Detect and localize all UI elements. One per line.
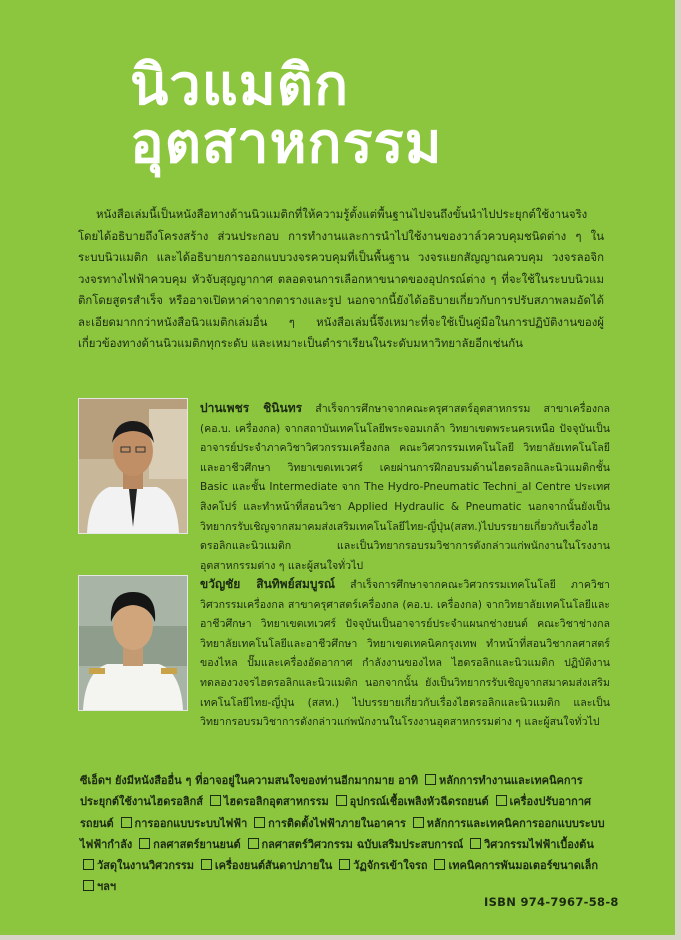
- author-1-bio: [200, 399, 610, 576]
- author-2-bio-text: สำเร็จการศึกษาจากคณะวิศวกรรมเทคโนโลยี ภาควิชาวิศวกรรมเครื่องกล สาขาครุศาสตร์เครื่องกล (คอ.บ. เครื่องกล) จากวิทยาลัยเทคโนโลยีและอาชีวศึกษา วิทยาเขตเทเวศร์ ปัจจุบันเป็นอาจารย์ประจำแผนกช่างยนต์ คณะวิชาช่างกล วิทยาลัยเทคโนโลยีและอาชีวศึกษา วิทยาเขตเทคนิคกรุงเทพ ทำหน้าที่สอนวิชากลศาสตร์ของไหล ปั๊มและเครื่องอัดอากาศ กำลังงานของไหล ไฮดรอลิกและนิวแมติก ปฏิบัติงานทดลองวงจรไฮดรอลิกและนิวแมติก นอกจากนั้น ยังเป็นวิทยากรรับเชิญจากสมาคมส่งเสริมเทคโนโลยีไทย-ญี่ปุ่น (สสท.) ไปบรรยายเกี่ยวกับเรื่องไฮดรอลิกและนิวแมติก และเป็นวิทยากรอบรมวิชาการดังกล่าวแก่พนักงานในโรงงานอุตสาหกรรมต่าง ๆ และผู้สนใจทั่วไป: [200, 579, 610, 729]
- intro-paragraph: หนังสือเล่มนี้เป็นหนังสือทางด้านนิวแมติกที่ให้ความรู้ตั้งแต่พื้นฐานไปจนถึงขั้นนำไปประยุกต์ใช้งานจริง โดยได้อธิบายถึงโครงสร้าง ส่วนประกอบ การทำงานและการนำไปใช้งานของวาล์วควบคุมชนิดต่าง ๆ ในระบบนิวแมติก และได้อธิบายการออกแบบวงจรควบคุมที่เป็นพื้นฐาน วงจรแยกสัญญาณควบคุม วงจรลอจิก วงจรทางไฟฟ้าควบคุม หัวจับสุญญากาศ ตลอดจนการเลือกหาขนาดของอุปกรณ์ต่าง ๆ ที่จะใช้ในระบบนิวแมติกโดยสูตรสำเร็จ หรืออาจเปิดหาค่าจากตารางและรูป นอกจากนี้ยังได้อธิบายเกี่ยวกับการปรับสภาพลมอัดได้ละเอียดมากกว่าหนังสือนิวแมติกเล่มอื่น ๆ หนังสือเล่มนี้จึงเหมาะที่จะใช้เป็นคู่มือในการปฏิบัติงานของผู้เกี่ยวข้องทางด้านนิวแมติกทุกระดับ และเหมาะเป็นตำราเรียนในระดับมหาวิทยาลัยอีกเช่นกัน: [78, 207, 604, 350]
- checkbox-icon: [139, 838, 150, 849]
- related-book-item: หลักการและเทคนิคการออกแบบระบบไฟฟ้ากำลัง: [80, 816, 605, 851]
- author-2-bio: [200, 575, 610, 733]
- checkbox-icon: [210, 795, 221, 806]
- checkbox-icon: [248, 838, 259, 849]
- checkbox-icon: [201, 859, 212, 870]
- author-2-name: ขวัญชัย สินทิพย์สมบูรณ์: [200, 577, 336, 591]
- related-book-item: วิศวกรรมไฟฟ้าเบื้องต้น: [484, 837, 594, 851]
- related-books-lead: ซีเอ็ดฯ ยังมีหนังสืออื่น ๆ ที่อาจอยู่ในความสนใจของท่านอีกมากมาย อาทิ: [80, 774, 419, 787]
- related-book-item: กลศาสตร์วิศวกรรม ฉบับเสริมประสบการณ์: [261, 837, 464, 851]
- related-book-item: เครื่องยนต์สันดาปภายใน: [214, 859, 333, 873]
- checkbox-icon: [336, 795, 347, 806]
- related-book-item: ฯลฯ: [97, 880, 117, 894]
- checkbox-icon: [83, 859, 94, 870]
- title-line-1: นิวแมติก: [130, 53, 350, 118]
- related-book-item: หลักการทำงานและเทคนิคการประยุกต์ใช้งานไฮดรอลิกส์: [80, 774, 583, 809]
- checkbox-icon: [121, 817, 132, 828]
- title-line-2: อุตสาหกรรม: [130, 111, 443, 176]
- related-book-item: วัฏจักรเข้าใจรถ: [353, 859, 428, 873]
- related-books: [80, 770, 608, 898]
- author-1-photo: [78, 398, 188, 534]
- checkbox-icon: [425, 774, 436, 785]
- isbn: ISBN 974-7967-58-8: [484, 895, 619, 909]
- related-book-item: วัสดุในงานวิศวกรรม: [97, 859, 195, 873]
- checkbox-icon: [254, 817, 265, 828]
- checkbox-icon: [83, 880, 94, 891]
- checkbox-icon: [413, 817, 424, 828]
- checkbox-icon: [434, 859, 445, 870]
- checkbox-icon: [496, 795, 507, 806]
- checkbox-icon: [339, 859, 350, 870]
- checkbox-icon: [470, 838, 481, 849]
- related-book-item: การออกแบบระบบไฟฟ้า: [134, 816, 248, 830]
- related-book-item: เทคนิคการพันมอเตอร์ขนาดเล็ก: [448, 859, 598, 873]
- author-1-name: ปานเพชร ชินินทร: [200, 401, 303, 415]
- related-book-item: ไฮดรอลิกอุตสาหกรรม: [223, 795, 329, 809]
- related-book-item: อุปกรณ์เชื้อเพลิงหัวฉีดรถยนต์: [349, 795, 489, 809]
- related-book-item: กลศาสตร์ยานยนต์: [153, 837, 241, 851]
- related-book-item: เครื่องปรับอากาศรถยนต์: [80, 795, 591, 830]
- author-1-bio-text: สำเร็จการศึกษาจากคณะครุศาสตร์อุตสาหกรรม สาขาเครื่องกล (คอ.บ. เครื่องกล) จากสถาบันเทคโนโลยีพระจอมเกล้า วิทยาเขตพระนครเหนือ ปัจจุบันเป็นอาจารย์ประจำภาควิชาวิศวกรรมเครื่องกล คณะวิศวกรรมเทคโนโลยี วิทยาลัยเทคโนโลยีและอาชีวศึกษา วิทยาเขตเทเวศร์ เคยผ่านการฝึกอบรมด้านไฮดรอลิกและนิวแมติกชั้น Basic และชั้น Intermediate จาก The Hydro-Pneumatic Techni_al Centre ประเทศสิงคโปร์ และทำหน้าที่สอนวิชา Applied Hydraulic & Pneumatic นอกจากนั้นยังเป็นวิทยากรรับเชิญจากสมาคมส่งเสริมเทคโนโลยีไทย-ญี่ปุ่น(สสท.)ไปบรรยายเกี่ยวกับเรื่องไฮดรอลิกและนิวแมติก และเป็นวิทยากรอบรมวิชาการดังกล่าวแก่พนักงานในโรงงานอุตสาหกรรมต่าง ๆ และผู้สนใจทั่วไป: [200, 403, 611, 572]
- related-book-item: การติดตั้งไฟฟ้าภายในอาคาร: [268, 816, 406, 830]
- author-2-photo: [78, 575, 188, 711]
